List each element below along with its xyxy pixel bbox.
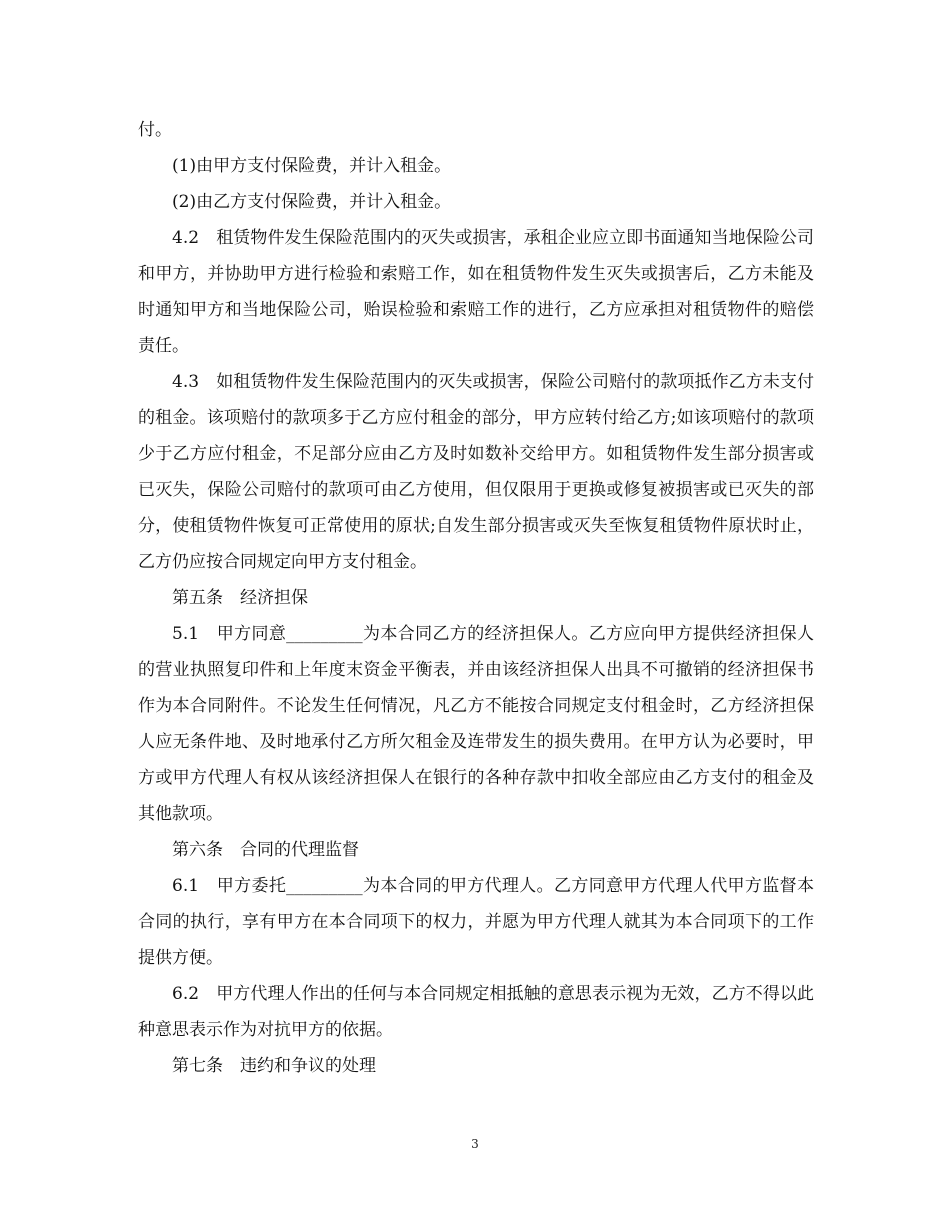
paragraph: (2)由乙方支付保险费，并计入租金。: [172, 192, 452, 212]
paragraph: (1)由甲方支付保险费，并计入租金。: [172, 156, 452, 176]
section-heading: 第六条 合同的代理监督: [172, 840, 359, 860]
paragraph: 4.2 租赁物件发生保险范围内的灭失或损害，承租企业应立即书面通知当地保险公司和甲方，并协助甲方进行检验和索赔工作，如在租赁物件发生灭失或损害后，乙方未能及时通知甲方和当地保险公司，贻误检验和索赔工作的进行，乙方应承担对租赁物件的赔偿责任。: [138, 228, 814, 356]
paragraph: 5.1 甲方同意_________为本合同乙方的经济担保人。乙方应向甲方提供经济担保人的营业执照复印件和上年度末资金平衡表，并由该经济担保人出具不可撤销的经济担保书作为本合同附件。不论发生任何情况，凡乙方不能按合同规定支付租金时，乙方经济担保人应无条件地、及时地承付乙方所欠租金及连带发生的损失费用。在甲方认为必要时，甲方或甲方代理人有权从该经济担保人在银行的各种存款中扣收全部应由乙方支付的租金及其他款项。: [138, 624, 814, 824]
paragraph: 6.2 甲方代理人作出的任何与本合同规定相抵触的意思表示视为无效，乙方不得以此种意思表示作为对抗甲方的依据。: [138, 984, 814, 1040]
paragraph: 4.3 如租赁物件发生保险范围内的灭失或损害，保险公司赔付的款项抵作乙方未支付的租金。该项赔付的款项多于乙方应付租金的部分，甲方应转付给乙方;如该项赔付的款项少于乙方应付租金，不足部分应由乙方及时如数补交给甲方。如租赁物件发生部分损害或已灭失，保险公司赔付的款项可由乙方使用，但仅限用于更换或修复被损害或已灭失的部分，使租赁物件恢复可正常使用的原状;自发生部分损害或灭失至恢复租赁物件原状时止，乙方仍应按合同规定向甲方支付租金。: [138, 372, 814, 572]
paragraph: 付。: [138, 120, 172, 140]
section-heading: 第五条 经济担保: [172, 588, 308, 608]
document-body: [138, 112, 814, 1084]
paragraph: 6.1 甲方委托_________为本合同的甲方代理人。乙方同意甲方代理人代甲方监督本合同的执行，享有甲方在本合同项下的权力，并愿为甲方代理人就其为本合同项下的工作提供方便。: [138, 876, 814, 968]
section-heading: 第七条 违约和争议的处理: [172, 1056, 376, 1076]
page-number: 3: [471, 1137, 479, 1151]
